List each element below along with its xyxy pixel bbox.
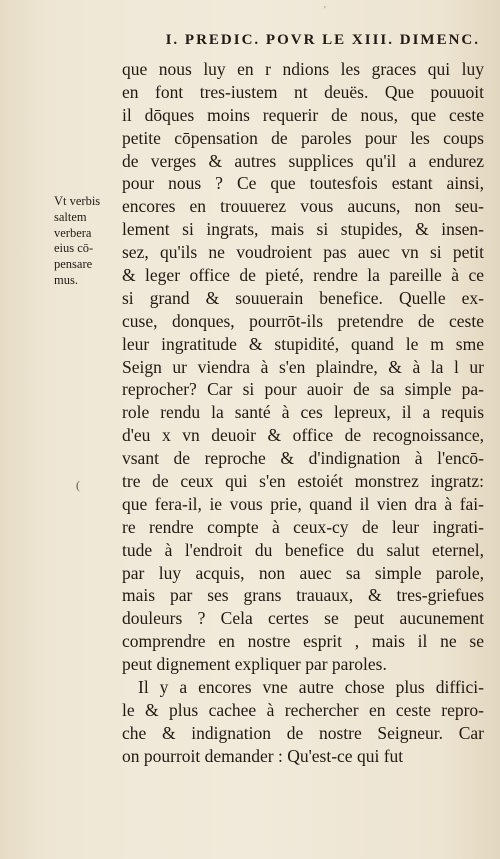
body-text — [122, 58, 484, 768]
margin-note-line: saltem — [54, 209, 87, 224]
text-line: tre de ceux qui s'en estoiét monstrez ingratz: — [122, 471, 484, 492]
text-line: Il y a encores vne autre chose plus diffici- — [138, 677, 484, 698]
margin-note-line: Vt verbis — [54, 194, 101, 208]
stray-mark: ' — [324, 5, 326, 16]
margin-mark: ( — [76, 478, 80, 492]
text-line: on pourroit demander : Qu'est-ce qui fut — [122, 745, 404, 766]
text-line: que fera-il, ie vous prie, quand il vien dra à fai- — [122, 493, 484, 514]
text-line: encores en trouuerez vous aucuns, non seu- — [122, 196, 484, 217]
text-line: en font tres-iustem nt deuës. Que pouuoit — [122, 81, 484, 102]
text-line: pour nous ? Ce que toutesfois estant ainsi, — [122, 173, 484, 194]
text-line: peut dignement expliquer par paroles. — [122, 654, 387, 675]
text-line: vsant de reproche & d'indignation à l'encō- — [122, 448, 484, 469]
text-line: reprocher? Car si pour auoir de sa simple pa- — [122, 379, 484, 400]
text-line: cuse, donques, pourrōt-ils pretendre de ceste — [122, 310, 484, 331]
text-line: lement si ingrats, mais si stupides, & insen- — [122, 219, 484, 240]
text-line: d'eu x vn deuoir & office de recognoissance, — [122, 425, 484, 446]
text-line: re rendre compte à ceux-cy de leur ingrati- — [122, 516, 484, 537]
text-line: petite cōpensation de paroles pour les coups — [122, 127, 484, 148]
text-line: & leger office de pieté, rendre la pareille à ce — [122, 265, 484, 286]
margin-note-line: pensare — [54, 257, 93, 272]
text-line: che & indignation de nostre Seigneur. Car — [122, 722, 484, 743]
margin-note-line: eius cō- — [54, 241, 94, 256]
margin-note-line: verbera — [54, 225, 92, 240]
text-line: douleurs ? Cela certes se peut aucunement — [122, 608, 484, 629]
text-line: de verges & autres supplices qu'il a endurez — [122, 150, 484, 171]
text-line: role rendu la santé à ces lepreux, il a requis — [122, 402, 484, 423]
text-line: Seign ur viendra à s'en plaindre, & à la l ur — [122, 356, 484, 377]
text-line: comprendre en nostre esprit , mais il ne se — [122, 631, 484, 652]
text-line: si grand & souuerain benefice. Quelle ex- — [122, 287, 484, 308]
text-line: que nous luy en r ndions les graces qui luy — [122, 59, 484, 79]
text-line: le & plus cachee à rechercher en ceste repro- — [122, 699, 484, 720]
text-line: mais par ses grans trauaux, & tres-griefues — [122, 585, 484, 606]
text-line: sez, qu'ils ne voudroient pas auec vn si petit — [122, 242, 484, 263]
text-line: leur ingratitude & stupidité, quand le m sme — [122, 333, 484, 354]
text-line: il dōques moins requerir de nous, que ceste — [122, 104, 484, 125]
text-line: tude à l'endroit du benefice du salut eternel, — [122, 539, 484, 560]
margin-note — [54, 194, 120, 289]
running-head: I. PREDIC. POVR LE XIII. DIMENC. — [165, 32, 480, 48]
margin-note-line: mus. — [54, 272, 78, 287]
text-line: par luy acquis, non auec sa simple parole, — [122, 562, 484, 583]
